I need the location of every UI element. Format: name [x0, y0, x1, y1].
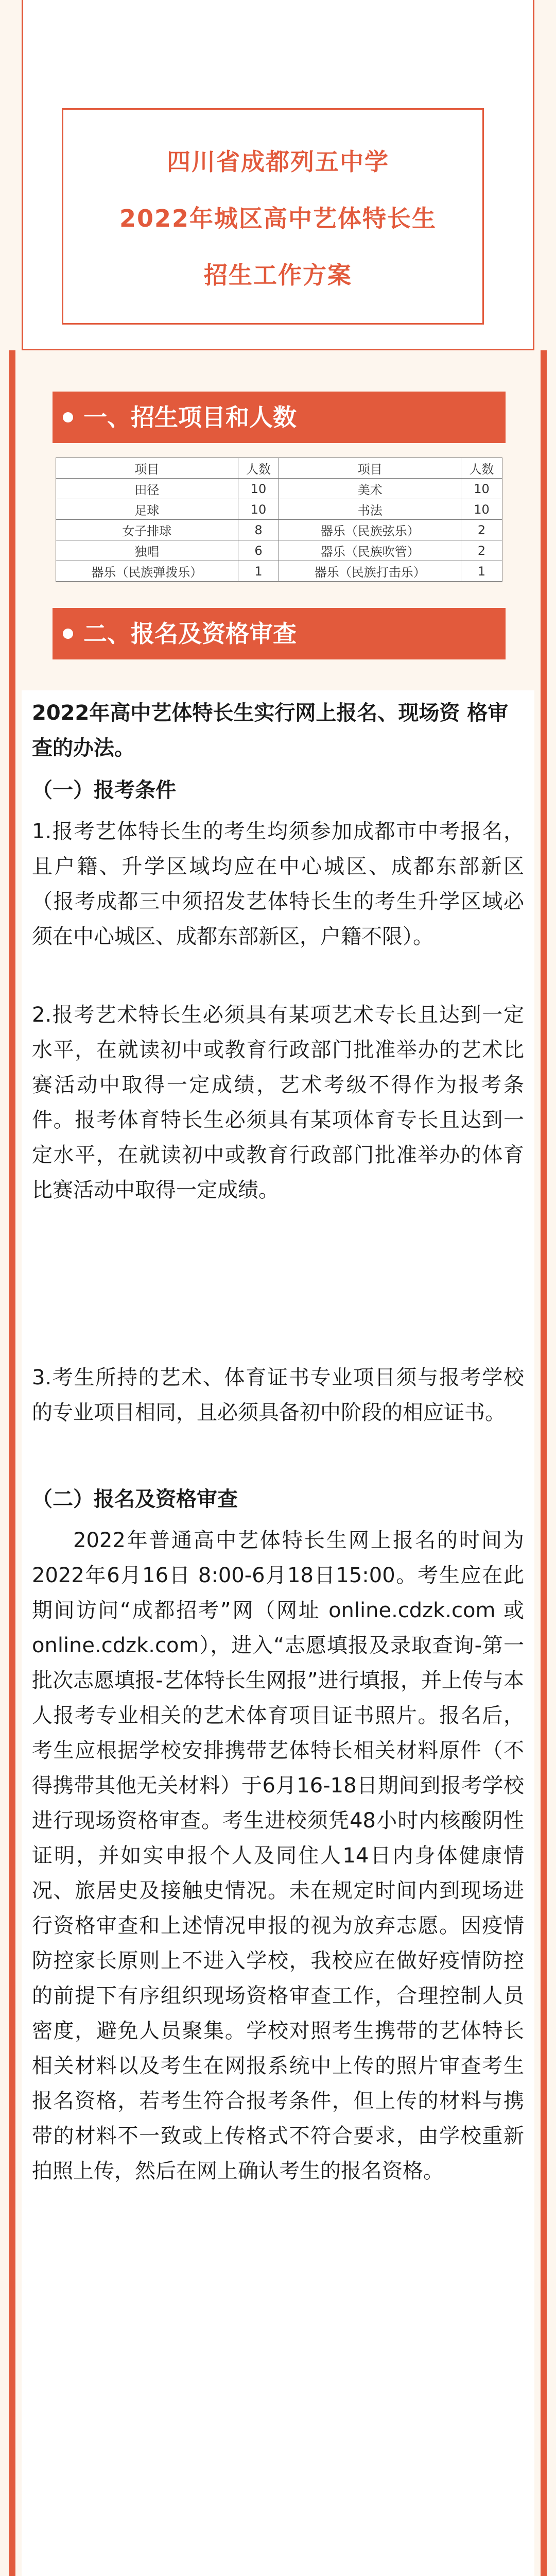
table-cell: 器乐（民族弹拨乐）	[56, 561, 238, 582]
intro-text: 2022年高中艺体特长生实行网上报名、现场资 格审查的办法。	[32, 701, 509, 760]
table-cell: 足球	[56, 499, 238, 520]
table-cell: 6	[238, 540, 279, 561]
table-row	[56, 540, 502, 561]
right-ribbon	[541, 350, 547, 2576]
table-cell: 10	[461, 479, 502, 499]
table-header: 人数	[461, 458, 502, 479]
table-cell: 田径	[56, 479, 238, 499]
paragraph-4: 2022年普通高中艺体特长生网上报名的时间为2022年6月16日 8:00-6月18日15:00。考生应在此期间访问“成都招考”网（网址 online.cdzk.com 或 online.cdzk.com），进入“志愿填报及录取查询-第一批次志愿填报-艺体特长生网报”进行填报，并上传与本人报考专业相关的艺术体育项目证书照片。报名后，考生应根据学校安排携带艺体特长相关材料原件（不得携带其他无关材料）于6月16-18日期间到报考学校进行现场资格审查。考生进校须凭48小时内核酸阴性证明，并如实申报个人及同住人14日内身体健康情况、旅居史及接触史情况。未在规定时间内到现场进行资格审查和上述情况申报的视为放弃志愿。因疫情防控家长原则上不进入学校，我校应在做好疫情防控的前提下有序组织现场资格审查工作，合理控制人员密度，避免人员聚集。学校对照考生携带的艺体特长相关材料以及考生在网报系统中上传的照片审查考生报名资格，若考生符合报考条件，但上传的材料与携带的材料不一致或上传格式不符合要求，由学校重新拍照上传，然后在网上确认考生的报名资格。	[32, 1529, 524, 2183]
title-line-3: 招生工作方案	[204, 261, 352, 289]
project-table	[56, 457, 502, 582]
title-line-2: 2022年城区高中艺体特长生	[119, 205, 437, 232]
table-row	[56, 520, 502, 540]
paragraph-2: 2.报考艺术特长生必须具有某项艺术专长且达到一定水平，在就读初中或教育行政部门批准举办的艺术比赛活动中取得一定成绩，艺术考级不得作为报考条件。报考体育特长生必须具有某项体育专长且达到一定水平，在就读初中或教育行政部门批准举办的体育比赛活动中取得一定成绩。	[32, 1003, 524, 1202]
table-cell: 器乐（民族吹管）	[279, 540, 461, 561]
section-title-1: 一、招生项目和人数	[83, 403, 297, 431]
table-cell: 10	[461, 499, 502, 520]
table-row	[56, 499, 502, 520]
subheading-2: （二）报名及资格审查	[32, 1487, 238, 1511]
section-header-1	[53, 392, 506, 443]
table-header: 项目	[279, 458, 461, 479]
table-cell: 2	[461, 540, 502, 561]
table-row	[56, 479, 502, 499]
paragraph-3: 3.考生所持的艺术、体育证书专业项目须与报考学校的专业项目相同，且必须具备初中阶段的相应证书。	[32, 1366, 524, 1425]
bullet-icon	[63, 629, 73, 639]
table-cell: 器乐（民族打击乐）	[279, 561, 461, 582]
section-title-2: 二、报名及资格审查	[83, 620, 297, 648]
table-cell: 1	[238, 561, 279, 582]
section-header-2	[53, 608, 506, 659]
table-cell: 10	[238, 499, 279, 520]
left-ribbon	[9, 350, 15, 2576]
table-cell: 8	[238, 520, 279, 540]
title-line-1: 四川省成都列五中学	[167, 148, 389, 176]
table-header: 项目	[56, 458, 238, 479]
table-header: 人数	[238, 458, 279, 479]
table-row	[56, 561, 502, 582]
bullet-icon	[63, 412, 73, 422]
table-cell: 独唱	[56, 540, 238, 561]
subheading-1: （一）报考条件	[32, 778, 176, 802]
table-header-row	[56, 458, 502, 479]
table-cell: 1	[461, 561, 502, 582]
table-cell: 2	[461, 520, 502, 540]
table-cell: 书法	[279, 499, 461, 520]
table-cell: 美术	[279, 479, 461, 499]
table-cell: 10	[238, 479, 279, 499]
table-cell: 器乐（民族弦乐）	[279, 520, 461, 540]
table-cell: 女子排球	[56, 520, 238, 540]
paragraph-1: 1.报考艺体特长生的考生均须参加成都市中考报名，且户籍、升学区域均应在中心城区、成都东部新区（报考成都三中须招发艺体特长生的考生升学区域必须在中心城区、成都东部新区，户籍不限）。	[32, 820, 524, 948]
